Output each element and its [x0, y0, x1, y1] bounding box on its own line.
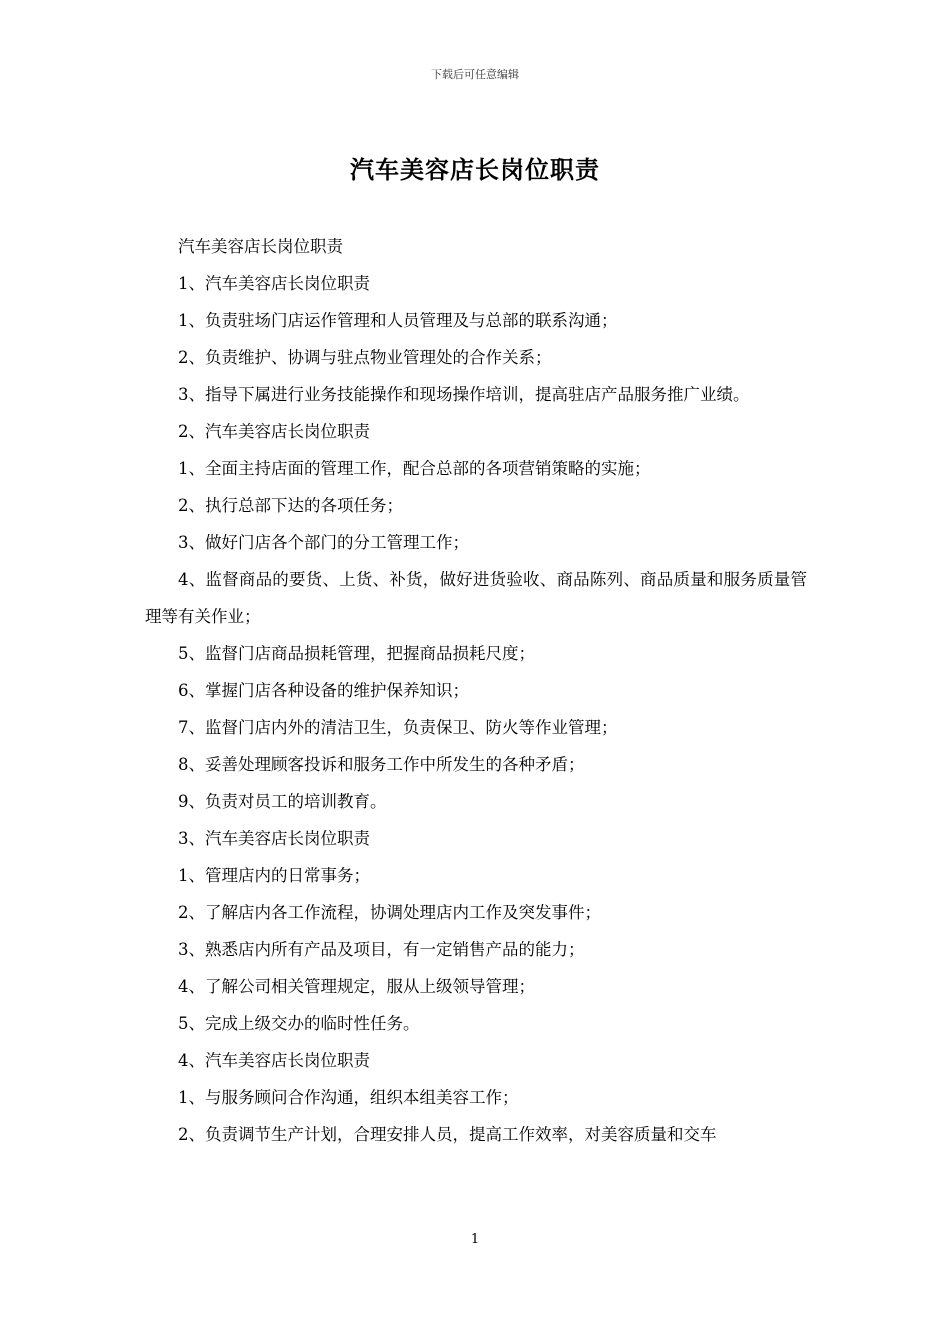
page-number: 1 [470, 1232, 480, 1247]
list-item: 2、了解店内各工作流程，协调处理店内工作及突发事件； [178, 903, 601, 922]
list-item: 7、监督门店内外的清洁卫生，负责保卫、防火等作业管理； [178, 718, 618, 737]
list-item: 1、全面主持店面的管理工作，配合总部的各项营销策略的实施； [178, 459, 651, 478]
list-item: 1、管理店内的日常事务； [178, 866, 370, 885]
list-item: 2、负责维护、协调与驻点物业管理处的合作关系； [178, 348, 552, 367]
document-title: 汽车美容店长岗位职责 [350, 155, 600, 184]
list-item: 2、负责调节生产计划，合理安排人员，提高工作效率，对美容质量和交车 [178, 1125, 717, 1144]
list-item: 6、掌握门店各种设备的维护保养知识； [178, 681, 469, 700]
list-item: 9、负责对员工的培训教育。 [178, 792, 387, 811]
list-item: 5、完成上级交办的临时性任务。 [178, 1014, 420, 1033]
list-item: 4、监督商品的要货、上货、补货，做好进货验收、商品陈列、商品质量和服务质量管理等有关作业； [145, 570, 807, 626]
section-heading: 2、汽车美容店长岗位职责 [178, 422, 370, 441]
document-body [145, 228, 807, 1153]
section-heading: 4、汽车美容店长岗位职责 [178, 1051, 370, 1070]
list-item: 3、做好门店各个部门的分工管理工作； [178, 533, 469, 552]
list-item: 3、熟悉店内所有产品及项目，有一定销售产品的能力； [178, 940, 585, 959]
list-item: 4、了解公司相关管理规定，服从上级领导管理； [178, 977, 535, 996]
header-note: 下载后可任意编辑 [431, 68, 519, 81]
list-item: 1、与服务顾问合作沟通，组织本组美容工作； [178, 1088, 519, 1107]
section-heading: 3、汽车美容店长岗位职责 [178, 829, 370, 848]
list-item: 1、负责驻场门店运作管理和人员管理及与总部的联系沟通； [178, 311, 618, 330]
section-heading: 1、汽车美容店长岗位职责 [178, 274, 370, 293]
list-item: 8、妥善处理顾客投诉和服务工作中所发生的各种矛盾； [178, 755, 585, 774]
list-item: 2、执行总部下达的各项任务； [178, 496, 403, 515]
paragraph: 汽车美容店长岗位职责 [178, 237, 343, 256]
list-item: 3、指导下属进行业务技能操作和现场操作培训，提高驻店产品服务推广业绩。 [178, 385, 750, 404]
list-item: 5、监督门店商品损耗管理，把握商品损耗尺度； [178, 644, 535, 663]
